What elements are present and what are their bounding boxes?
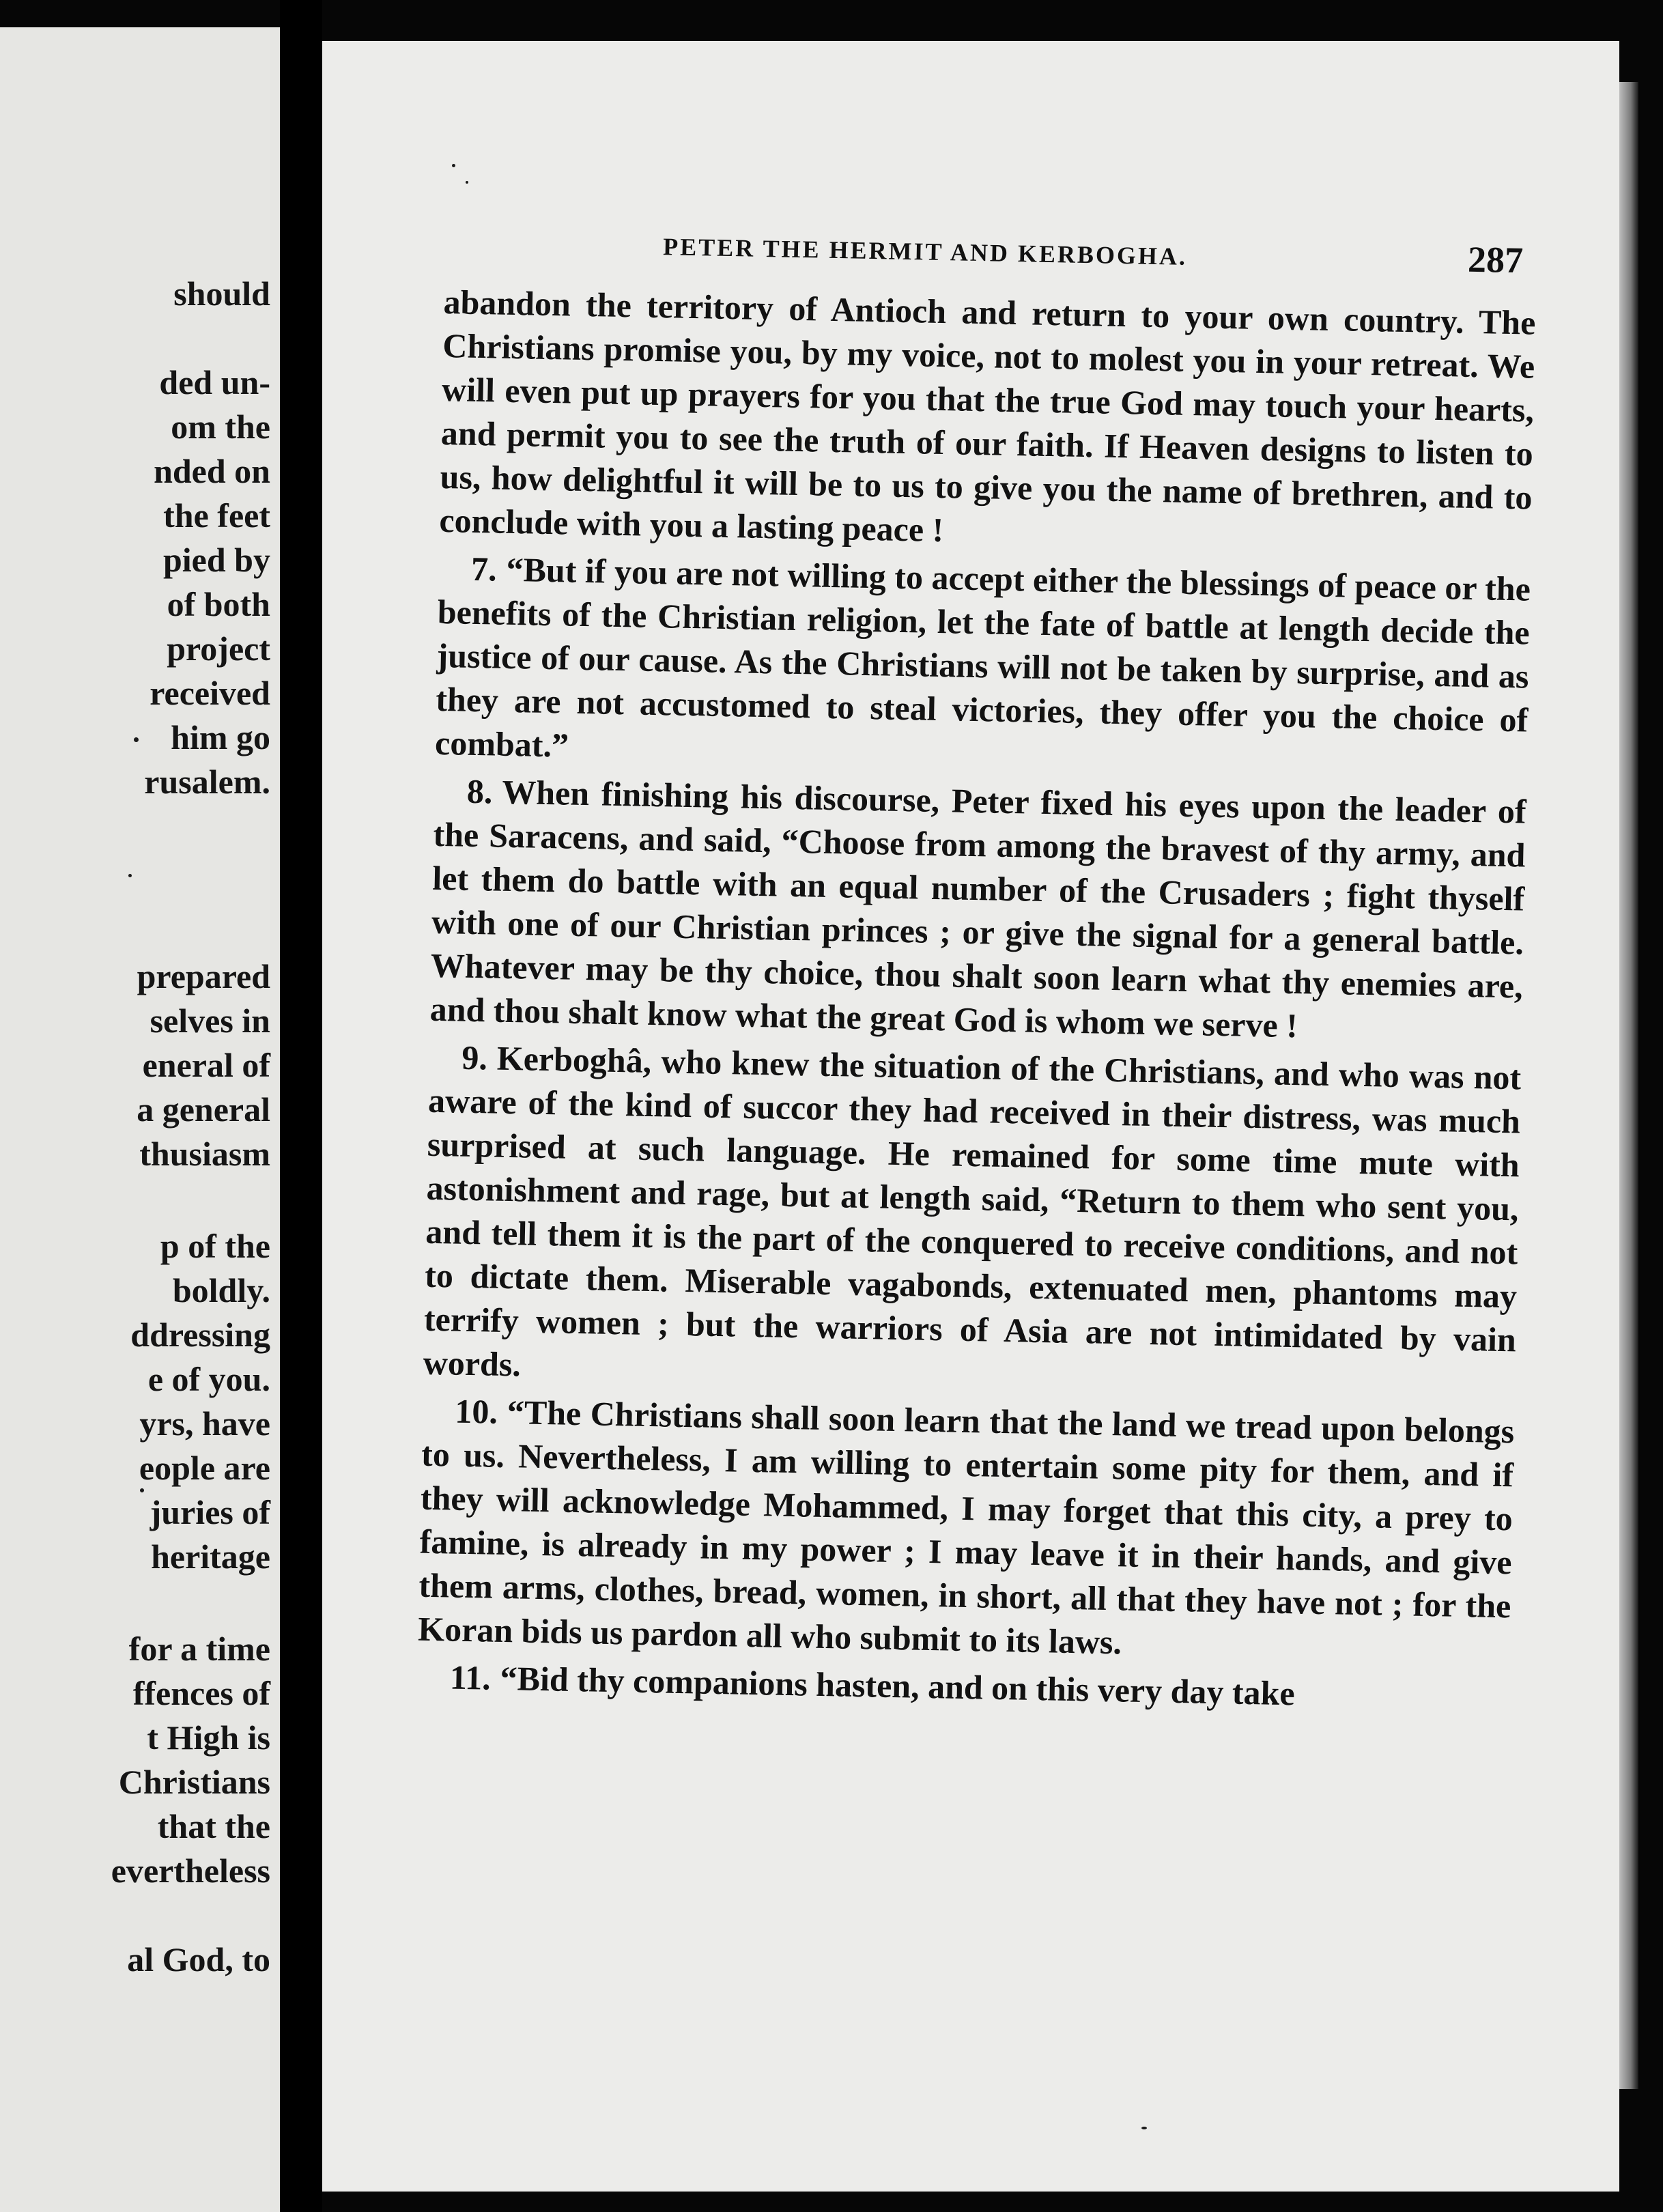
left-page-line: al God, to <box>127 1940 270 1979</box>
left-page-line: a general <box>137 1090 270 1129</box>
page-text-block <box>416 218 1537 1723</box>
paragraph <box>435 546 1531 786</box>
ink-speck <box>1141 2127 1147 2129</box>
ink-speck <box>466 181 468 184</box>
paragraph <box>418 1389 1515 1672</box>
paragraph-text: When finishing his discourse, Peter fixed his eyes upon the leader of the Saracens, and said, “Choose from among the bravest of thy army, and let them do battle with an equal number of the Crusaders ; fight thyself with one of our Christian princes ; or give the signal for a general battle. Whatever may be thy choice, thou shalt soon learn what thy enemies are, and thou shalt know what the great God is whom we serve ! <box>429 772 1527 1045</box>
paragraph-number: 8. <box>466 771 493 811</box>
right-page <box>322 41 1619 2192</box>
left-page-line: rusalem. <box>144 763 270 801</box>
paragraph-number: 11. <box>449 1658 492 1697</box>
ink-speck <box>134 737 139 742</box>
page-edge <box>1619 82 1638 2089</box>
paragraph <box>429 769 1526 1052</box>
left-page-line: pied by <box>162 541 270 579</box>
body-text <box>416 280 1536 1719</box>
ink-speck <box>128 874 132 877</box>
page-number: 287 <box>1467 238 1524 281</box>
paragraph <box>423 1035 1522 1406</box>
ink-speck <box>140 1488 144 1492</box>
left-page-line: him go <box>171 718 270 756</box>
left-page-line: nded on <box>154 452 270 490</box>
left-page-line: ded un- <box>159 363 270 401</box>
left-page-fragment <box>0 27 280 2212</box>
paragraph-number: 9. <box>461 1038 488 1077</box>
left-page-line: juries of <box>150 1493 270 1531</box>
left-page-line: e of you. <box>147 1360 270 1398</box>
paragraph-text: “But if you are not willing to accept either the blessings of peace or the benefits of the Christian religion, let the fate of battle at length decide the justice of our cause. As the Christians will not be taken by surprise, and as they are not accustomed to steal victories, they offer you the choice of combat.” <box>434 550 1531 765</box>
left-page-line: yrs, have <box>139 1404 270 1443</box>
left-page-line: that the <box>157 1807 270 1845</box>
left-page-line: eople are <box>139 1449 270 1487</box>
running-title: PETER THE HERMIT AND KERBOGHA. <box>662 233 1188 270</box>
left-page-line: prepared <box>137 957 270 995</box>
left-page-line: evertheless <box>111 1852 270 1890</box>
left-page-line: thusiasm <box>139 1135 270 1173</box>
left-page-line: om the <box>171 408 270 446</box>
left-page-line: p of the <box>160 1227 270 1265</box>
left-page-line: eneral of <box>142 1046 270 1084</box>
paragraph-text: “The Christians shall soon learn that the land we tread upon belongs to us. Nevertheless, I am willing to entertain some pity for them, and if they will acknowledge Mohammed, I may forget that this city, a prey to famine, is already in my power ; I may leave it in their hands, and give them arms, clothes, bread, women, in short, all that they have not ; for the Koran bids us pardon all who submit to its laws. <box>417 1393 1515 1662</box>
left-page-line: t High is <box>147 1718 270 1757</box>
left-page-line: ddressing <box>130 1316 270 1354</box>
paragraph-number: 10. <box>454 1391 498 1431</box>
left-page-line: of both <box>167 585 270 623</box>
ink-speck <box>452 164 455 167</box>
paragraph-text: Kerboghâ, who knew the situation of the Christians, and who was not aware of the kind of succor they had received in their distress, was much surprised at such language. He remained for some time mute with astonishment and rage, but at length said, “Return to them who sent you, and tell them it is the part of the conquered to receive conditions, and not to dictate them. Miserable vagabonds, extenuated men, phantoms may terrify women ; but the warriors of Asia are not intimidated by vain words. <box>423 1038 1522 1384</box>
left-page-line: for a time <box>128 1630 270 1668</box>
left-page-line: heritage <box>151 1537 270 1576</box>
paragraph <box>439 280 1536 563</box>
left-page-line: boldly. <box>172 1271 270 1309</box>
paragraph-text: “Bid thy companions hasten, and on this very day take <box>500 1658 1296 1713</box>
left-page-line: selves in <box>150 1002 270 1040</box>
book-gutter <box>280 0 322 2212</box>
left-page-line: ffences of <box>132 1674 270 1712</box>
left-page-line: the feet <box>163 496 270 535</box>
left-page-line: Christians <box>118 1763 270 1801</box>
left-page-line: should <box>173 274 270 313</box>
left-page-line: project <box>167 629 270 668</box>
paragraph-number: 7. <box>470 549 498 589</box>
paragraph-text: abandon the territory of Antioch and return to your own country. The Christians promise you, by my voice, not to molest you in your retreat. We will even put up prayers for you that the true God may touch your hearts, and permit you to see the truth of our faith. If Heaven designs to listen to us, how delightful it will be to us to give you the name of brethren, and to conclude with you a lasting peace ! <box>438 282 1536 550</box>
left-page-line: received <box>150 674 270 712</box>
